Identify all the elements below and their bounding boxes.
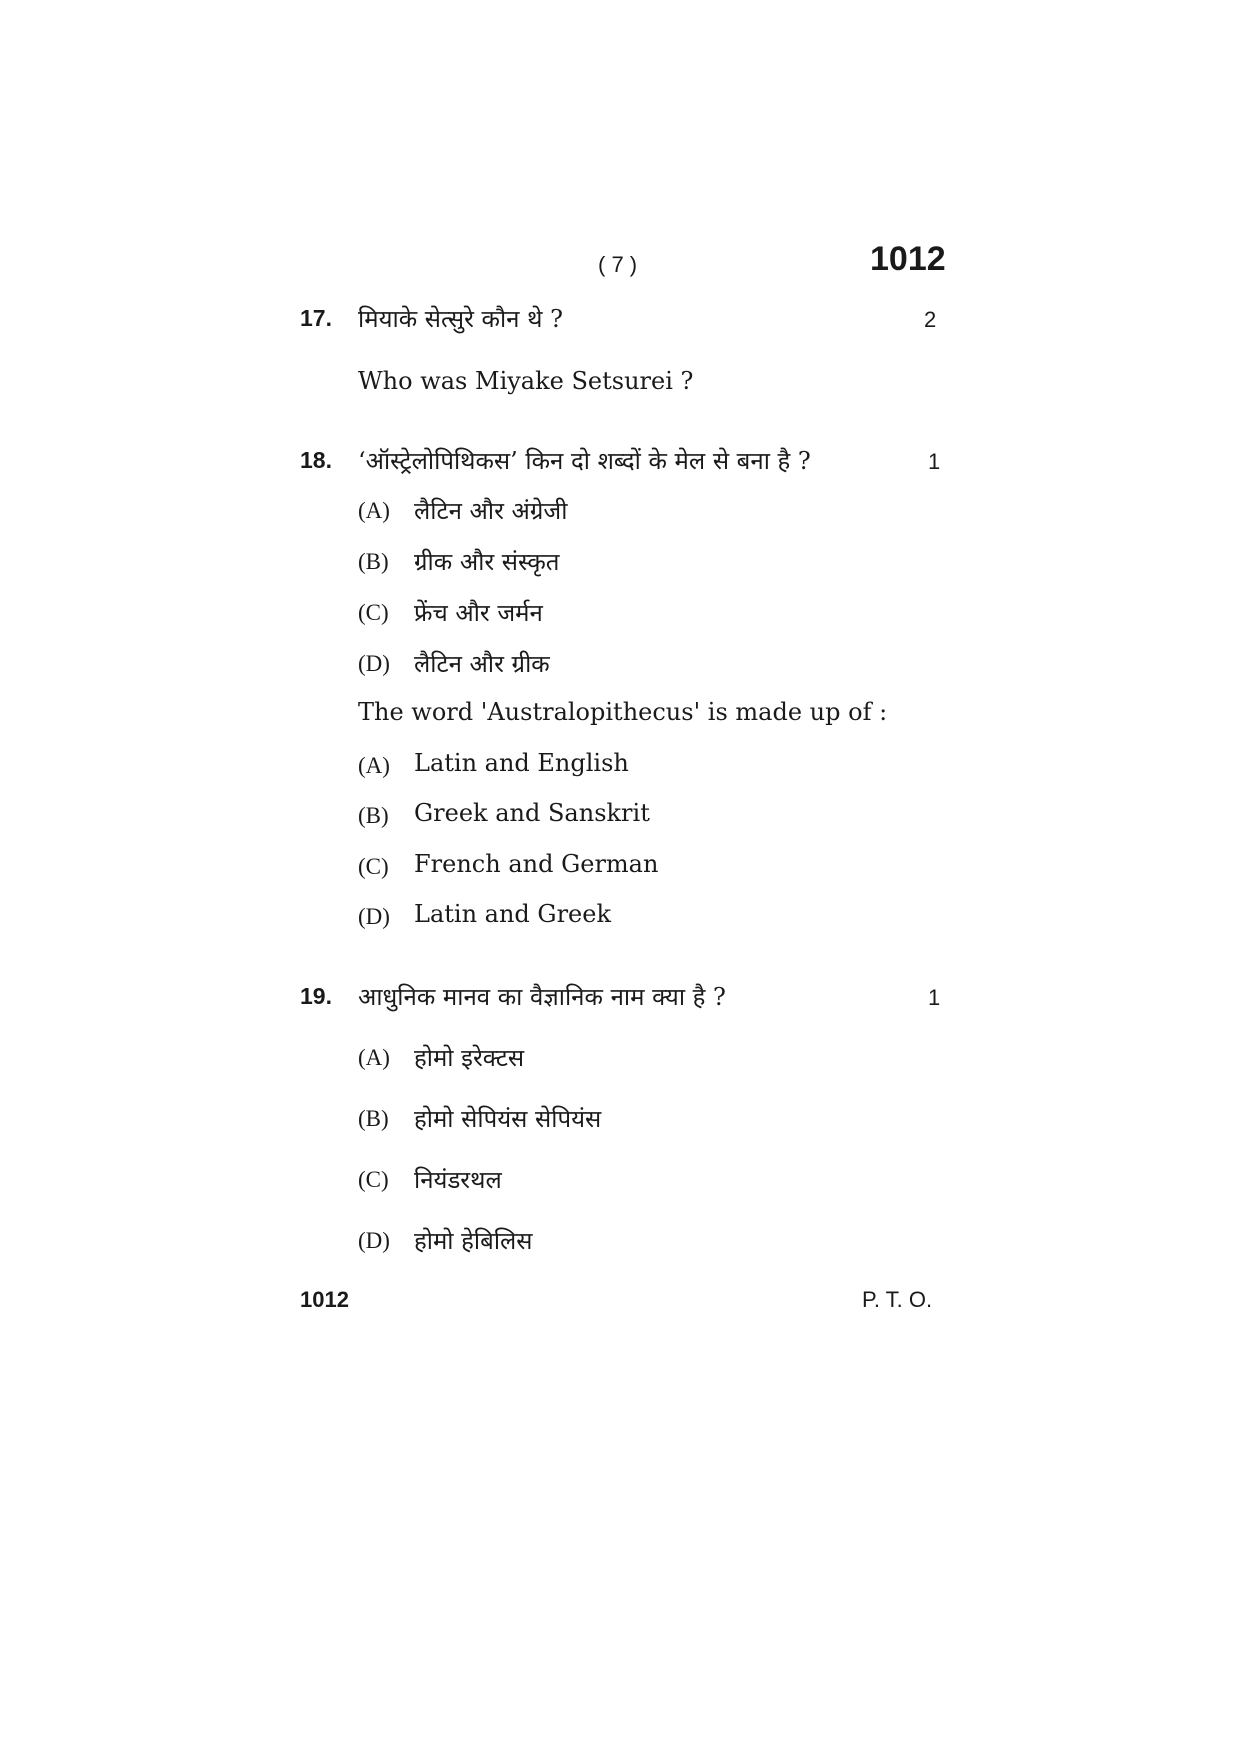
question-number: 17.	[300, 305, 332, 331]
question-text-english: The word 'Australopithecus' is made up of :	[358, 698, 888, 726]
question-text-english: Who was Miyake Setsurei ?	[358, 367, 694, 395]
option-text-english: French and German	[414, 850, 659, 878]
option-text-hindi: ग्रीक और संस्कृत	[414, 548, 560, 576]
option-letter: (C)	[358, 1167, 389, 1192]
option-text-hindi: लैटिन और ग्रीक	[414, 650, 550, 678]
please-turn-over: P. T. O.	[862, 1287, 933, 1312]
option-text-english: Latin and English	[414, 749, 629, 777]
question-text-hindi: ‘ऑस्ट्रेलोपिथिकस’ किन दो शब्दों के मेल से बना है ?	[358, 447, 811, 475]
question-text-hindi: मियाके सेत्सुरे कौन थे ?	[358, 305, 563, 333]
option-letter: (A)	[358, 498, 390, 523]
question-marks: 1	[928, 985, 941, 1010]
option-text-english: Latin and Greek	[414, 900, 612, 928]
question-number: 19.	[300, 983, 332, 1009]
option-letter: (C)	[358, 854, 389, 879]
question-text-hindi: आधुनिक मानव का वैज्ञानिक नाम क्या है ?	[358, 983, 726, 1011]
option-letter: (D)	[358, 651, 390, 676]
question-marks: 2	[924, 307, 937, 332]
option-text-hindi: होमो सेपियंस सेपियंस	[414, 1105, 602, 1133]
page-number: ( 7 )	[598, 252, 638, 277]
question-number: 18.	[300, 447, 332, 473]
option-text-hindi: होमो इरेक्टस	[414, 1044, 525, 1072]
question-marks: 1	[928, 449, 941, 474]
option-text-english: Greek and Sanskrit	[414, 799, 650, 827]
option-letter: (D)	[358, 904, 390, 929]
option-letter: (A)	[358, 753, 390, 778]
option-letter: (A)	[358, 1045, 390, 1070]
option-letter: (C)	[358, 600, 389, 625]
option-letter: (D)	[358, 1228, 390, 1253]
option-letter: (B)	[358, 803, 389, 828]
option-text-hindi: फ्रेंच और जर्मन	[414, 599, 543, 627]
option-text-hindi: लैटिन और अंग्रेजी	[414, 497, 568, 525]
option-text-hindi: होमो हेबिलिस	[414, 1227, 533, 1255]
paper-code-header: 1012	[870, 240, 946, 278]
paper-code-footer: 1012	[300, 1287, 349, 1312]
option-text-hindi: नियंडरथल	[414, 1166, 502, 1194]
option-letter: (B)	[358, 549, 389, 574]
option-letter: (B)	[358, 1106, 389, 1131]
